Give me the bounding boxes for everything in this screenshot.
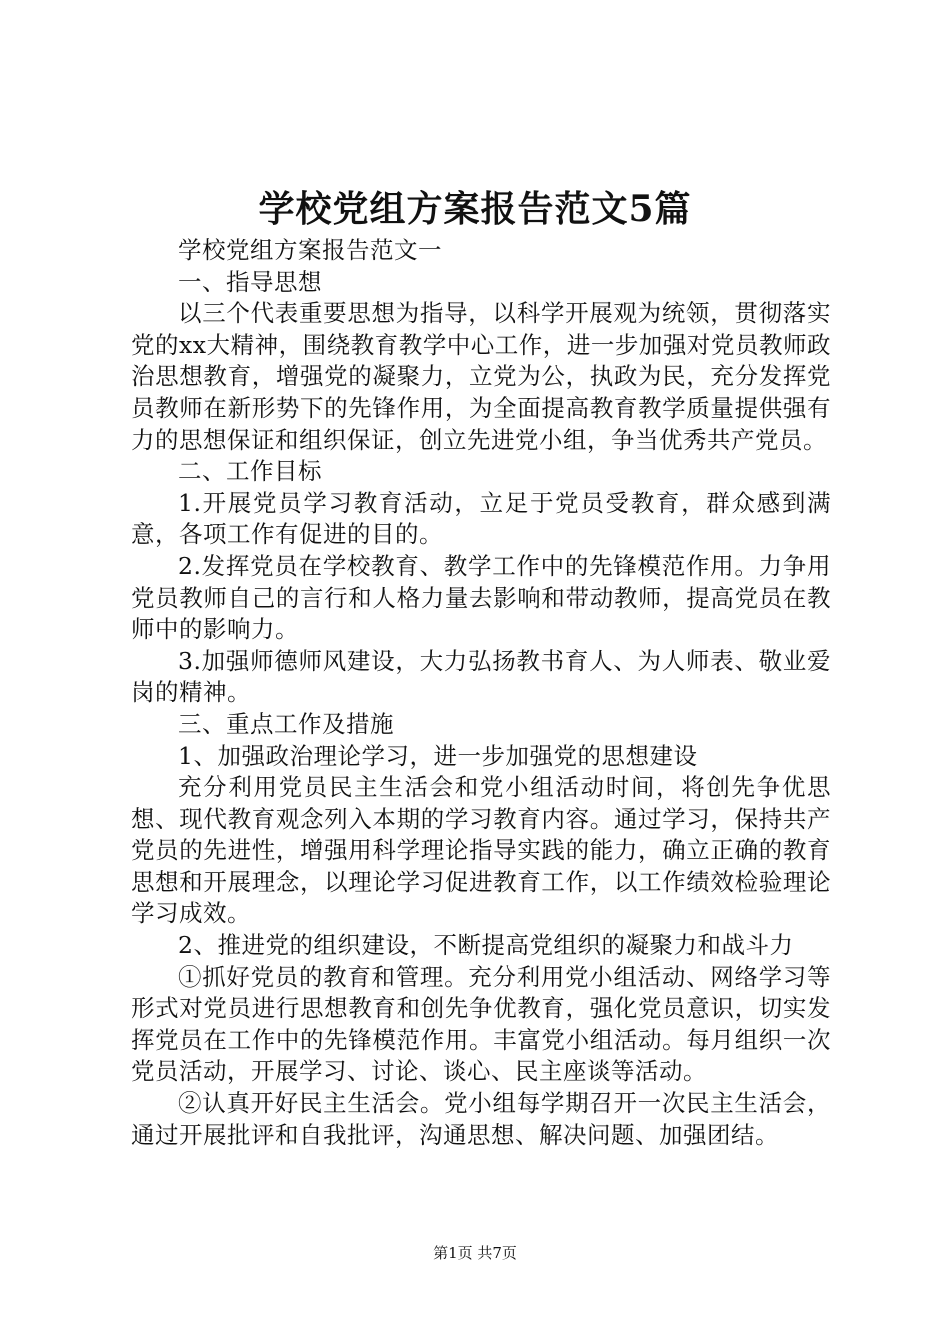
- section-heading: 学校党组方案报告范文一: [178, 236, 442, 264]
- document-title: 学校党组方案报告范文5篇: [258, 188, 692, 230]
- body-paragraph: 3.加强师德师风建设，大力弘扬教书育人、为人师表、敬业爱岗的精神。: [131, 646, 831, 707]
- body-paragraph: 1.开展党员学习教育活动，立足于党员受教育，群众感到满意，各项工作有促进的目的。: [131, 488, 831, 549]
- document-body: [131, 235, 831, 1151]
- section-heading: 一、指导思想: [178, 267, 322, 296]
- page-number-footer: 第1页 共7页: [433, 1244, 517, 1262]
- body-paragraph: 充分利用党员民主生活会和党小组活动时间，将创先争优思想、现代教育观念列入本期的学习教育内容。通过学习，保持共产党员的先进性，增强用科学理论指导实践的能力，确立正确的教育思想和开展理念，以理论学习促进教育工作，以工作绩效检验理论学习成效。: [131, 773, 831, 928]
- body-paragraph: 以三个代表重要思想为指导，以科学开展观为统领，贯彻落实党的xx大精神，围绕教育教学中心工作，进一步加强对党员教师政治思想教育，增强党的凝聚力，立党为公，执政为民，充分发挥党员教师在新形势下的先锋作用，为全面提高教育教学质量提供强有力的思想保证和组织保证，创立先进党小组，争当优秀共产党员。: [131, 299, 831, 454]
- subsection-heading: 1、加强政治理论学习，进一步加强党的思想建设: [178, 741, 698, 770]
- body-paragraph: ②认真开好民主生活会。党小组每学期召开一次民主生活会，通过开展批评和自我批评，沟通思想、解决问题、加强团结。: [131, 1089, 831, 1149]
- subsection-heading: 2、推进党的组织建设，不断提高党组织的凝聚力和战斗力: [178, 931, 794, 960]
- body-paragraph: ①抓好党员的教育和管理。充分利用党小组活动、网络学习等形式对党员进行思想教育和创先争优教育，强化党员意识，切实发挥党员在工作中的先锋模范作用。丰富党小组活动。每月组织一次党员活动，开展学习、讨论、谈心、民主座谈等活动。: [131, 962, 831, 1086]
- section-heading: 三、重点工作及措施: [178, 709, 394, 738]
- body-paragraph: 2.发挥党员在学校教育、教学工作中的先锋模范作用。力争用党员教师自己的言行和人格力量去影响和带动教师，提高党员在教师中的影响力。: [131, 551, 831, 644]
- section-heading: 二、工作目标: [178, 457, 322, 486]
